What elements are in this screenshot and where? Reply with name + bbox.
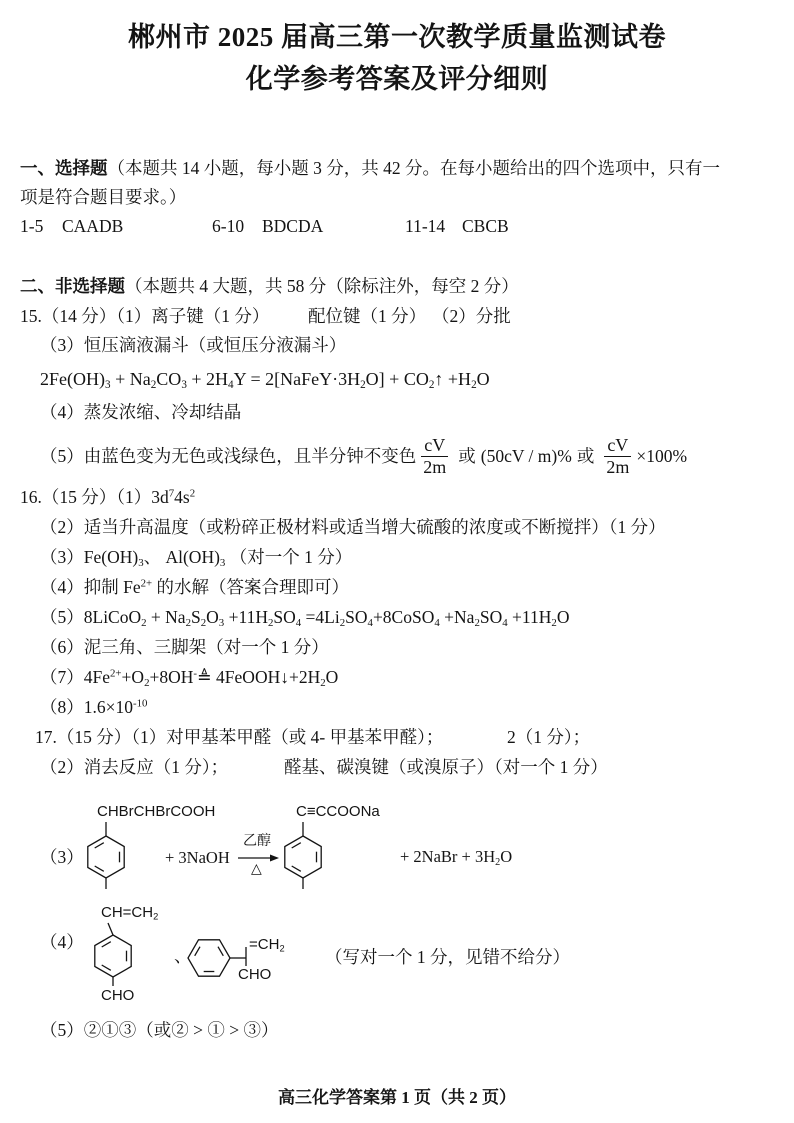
subscript: 2 xyxy=(360,379,366,392)
isomer1-aldehyde-label: CHO xyxy=(101,987,135,1004)
subscript: 4 xyxy=(228,379,234,392)
q17-line2-part-a: （2）消去反应（1 分）； xyxy=(40,757,229,777)
alternative-expression: (50cV / m)% xyxy=(480,446,572,466)
q17-part4-note: （写对一个 1 分，见错不给分） xyxy=(325,947,570,967)
product-substituent-label: C≡CCOONa xyxy=(296,803,380,820)
reagent-label: + 3NaOH xyxy=(165,848,230,867)
document-subtitle: 化学参考答案及评分细则 xyxy=(245,64,549,94)
subscript: 4 xyxy=(295,617,302,630)
section1-intro-line xyxy=(20,156,720,180)
q17-part5: （5）②①③（或② > ① > ③） xyxy=(40,1020,279,1040)
bond-isomer1-vinyl xyxy=(108,923,113,935)
fraction-denominator: 2m xyxy=(423,456,447,477)
subscript: 4 xyxy=(502,617,508,630)
product-benzene-ring xyxy=(285,836,321,878)
q16-part6: （6）泥三角、三脚架（对一个 1 分） xyxy=(40,637,329,657)
byproducts-label: + 2NaBr + $3H_2O$ xyxy=(400,847,513,868)
q15-part5-text: （5）由蓝色变为无色或浅绿色，且半分钟不变色 xyxy=(40,446,417,466)
isomer2-benzene-ring xyxy=(188,940,230,976)
answer-keys: CAADB xyxy=(62,216,124,236)
fraction xyxy=(603,435,632,478)
subscript: 3 xyxy=(105,379,111,392)
q16-line1: 16.（15 分）$(1)3d^74s^2$ xyxy=(20,487,196,507)
subscript: 2 xyxy=(339,617,346,630)
ring-double-bond xyxy=(102,965,111,970)
fraction-numerator: cV xyxy=(421,435,448,457)
fraction-numerator: cV xyxy=(604,435,631,457)
subscript: 2 xyxy=(185,617,191,630)
subscript: 2 xyxy=(153,911,159,922)
answer-range: 1-5 xyxy=(20,216,44,236)
q17-line2-part-b: 醛基、碳溴键（或溴原子）（对一个 1 分） xyxy=(284,757,608,777)
subscript: 2 xyxy=(495,856,501,868)
or-word: 或 xyxy=(576,446,595,466)
superscript: 2+ xyxy=(140,577,153,590)
subscript: 2 xyxy=(551,617,557,630)
isomer2-aldehyde-label: CHO xyxy=(238,966,272,983)
condition-heat: △ xyxy=(251,862,262,877)
q16-part4: （4）抑制 $Fe^{2+}$ 的水解（答案合理即可） xyxy=(40,577,350,597)
q15-line1-part-a: 15.（14 分）（1）离子键（1 分） xyxy=(20,306,270,326)
isomer1-vinyl-label: $CH=CH_2$ xyxy=(101,904,159,922)
subscript: 3 xyxy=(219,557,226,570)
subscript: 2 xyxy=(474,617,480,630)
answer-range: 11-14 xyxy=(405,216,446,236)
superscript: 7 xyxy=(168,487,175,500)
fraction xyxy=(420,435,449,478)
subscript: 4 xyxy=(367,617,373,630)
ring-double-bond xyxy=(95,866,104,871)
q17-part3-label: （3） xyxy=(40,847,84,867)
subscript: 2 xyxy=(150,379,157,392)
subscript: 2 xyxy=(279,943,285,954)
q15-part4: （4）蒸发浓缩、冷却结晶 xyxy=(40,402,242,422)
q17-part4-label: （4） xyxy=(40,932,84,952)
section2-intro-line xyxy=(20,274,519,298)
q16-part7-equation: $(7)4Fe^{2+}+O_2+8OH^-≜$ $4FeOOH↓+2H_2O$ xyxy=(40,667,339,690)
superscript: - xyxy=(193,667,198,680)
reactant-benzene-ring xyxy=(88,836,124,878)
ring-double-bond xyxy=(292,866,301,871)
q15-part3: （3）恒压滴液漏斗（或恒压分液漏斗） xyxy=(40,335,347,355)
subscript: 2 xyxy=(267,617,274,630)
subscript: 3 xyxy=(218,617,225,630)
answer-range: 6-10 xyxy=(212,216,245,236)
ring-double-bond xyxy=(195,947,200,956)
section2-intro: （本题共 4 大题，共 58 分（除标注外，每空 2 分） xyxy=(125,276,519,296)
subscript: 2 xyxy=(200,617,207,630)
ring-double-bond xyxy=(102,942,111,947)
subscript: 2 xyxy=(471,379,477,392)
q16-part5-equation: （5）8LiCoO$_2$ + $Na_2S_2O_3 +11H_2SO_4$ $=4Li_2SO_4+8CoSO_4 +Na_2SO_4 +11H_2O$ xyxy=(40,607,570,630)
subscript: 3 xyxy=(181,379,187,392)
section1-intro: （本题共 14 小题，每小题 3 分，共 42 分。在每小题给出的四个选项中，只有一 xyxy=(107,158,720,178)
isomer1-benzene-ring xyxy=(95,935,131,977)
answer-keys: CBCB xyxy=(462,216,509,236)
q16-part8: $(8)1.6\times 10^{-10}$ xyxy=(40,697,148,717)
superscript: -10 xyxy=(133,697,148,710)
q16-part3: $(3)Fe(OH)_3$、 $Al(OH)_3$ （对一个 1 分） xyxy=(40,547,353,570)
superscript: 2 xyxy=(189,487,196,500)
section1-intro-cont: 项是符合题目要求。） xyxy=(20,187,187,207)
superscript: 2+ xyxy=(110,667,122,680)
page-footer: 高三化学答案第 1 页（共 2 页） xyxy=(278,1088,516,1107)
or-word: 或 xyxy=(458,446,476,466)
q15-equation: $2Fe(OH)_3 + Na_2CO_3 + 2H_4Y$ = $2[NaFeY\cdot 3H_2O]$ + $CO_2↑ +H_2O$ xyxy=(40,369,490,392)
document-title: 郴州市 2025 届高三第一次教学质量监测试卷 xyxy=(128,22,666,52)
subscript: 3 xyxy=(138,557,144,570)
q15-line1-part-b: 配位键（1 分） xyxy=(308,306,427,326)
subscript: 2 xyxy=(428,379,435,392)
isomer2-vinyl-label: $=CH_2$ xyxy=(249,936,285,954)
condition-solvent: 乙醇 xyxy=(243,834,271,849)
q16-part2: （2）适当升高温度（或粉碎正极材料或适当增大硫酸的浓度或不断搅拌）（1 分） xyxy=(40,517,666,537)
reaction-arrow-head xyxy=(270,855,279,862)
ring-double-bond xyxy=(218,947,223,956)
q15-part5-line xyxy=(40,433,687,479)
section1-heading: 一、选择题 xyxy=(20,158,108,178)
subscript: 2 xyxy=(141,617,147,630)
subscript: 2 xyxy=(320,677,326,690)
q17-line1-part-b: 2（1 分）； xyxy=(507,727,591,747)
ring-double-bond xyxy=(292,843,301,848)
ring-double-bond xyxy=(95,843,104,848)
answer-keys: BDCDA xyxy=(262,216,324,236)
section2-heading: 二、非选择题 xyxy=(20,276,125,296)
isomer-separator: 、 xyxy=(174,946,192,966)
q17-line1-part-a: 17.（15 分）（1）对甲基苯甲醛（或 4- 甲基苯甲醛）； xyxy=(35,727,444,747)
subscript: 2 xyxy=(144,677,150,690)
fraction-denominator: 2m xyxy=(606,456,630,477)
subscript: 4 xyxy=(434,617,440,630)
percent-suffix: ×100% xyxy=(636,446,688,466)
q15-line1-part-c: （2）分批 xyxy=(432,306,511,326)
reactant-substituent-label: CHBrCHBrCOOH xyxy=(97,803,216,820)
